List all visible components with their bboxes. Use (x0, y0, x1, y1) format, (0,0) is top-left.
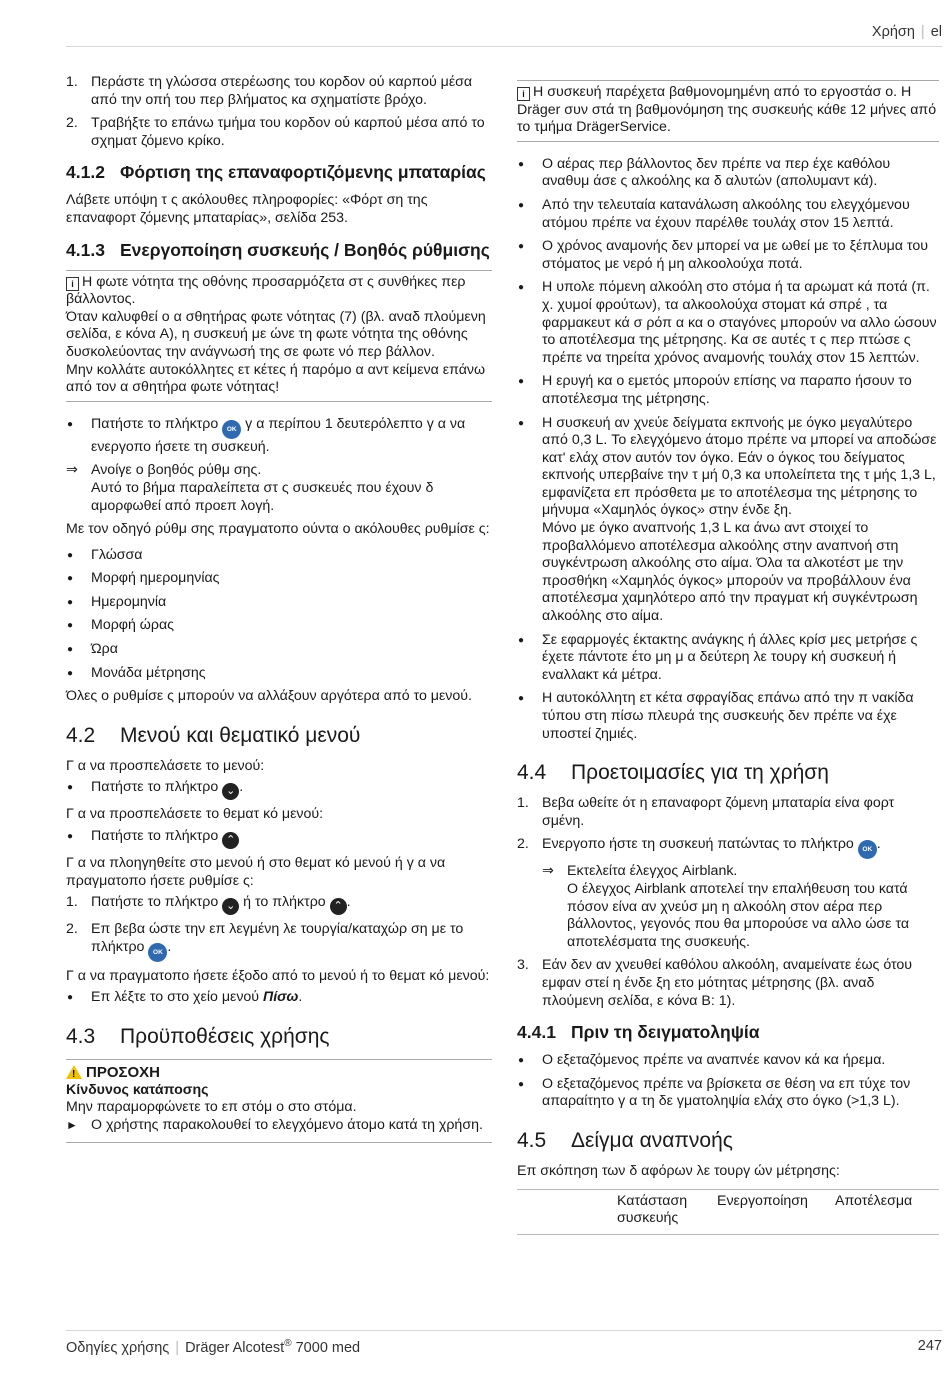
paragraph: Επ σκόπηση των δ αφόρων λε τουργ ών μέτρησης: (517, 1162, 840, 1179)
heading-4-4-1: 4.4.1 Πριν τη δειγματοληψία (517, 1022, 760, 1043)
list-item: ● Μορφή ώρας (66, 617, 492, 635)
list-item: ● Πατήστε το πλήκτρο ⌃ (66, 828, 492, 849)
heading-4-2: 4.2 Μενού και θεματικό μενού (66, 723, 361, 747)
list-item: ● Ο χρόνος αναμονής δεν μπορεί να με ωθεί με το ξέπλυμα του στόματος με νερό ή μη αλκοολούχα ποτά. (517, 238, 939, 273)
info-icon: i (66, 277, 79, 291)
footer-divider (66, 1330, 942, 1331)
ok-key-icon: OK (858, 840, 877, 859)
footer-product: Dräger Alcotest (185, 1339, 285, 1356)
list-item: ● Η αυτοκόλλητη ετ κέτα σφραγίδας επάνω από την π νακίδα τύπου στη πίσω πλευρά της συσκευής δεν πρέπε να έχε υποστεί ζημιές. (517, 690, 939, 743)
result-arrow-icon: ⇒ (542, 863, 554, 880)
list-item: ● Ημερομηνία (66, 594, 492, 612)
paragraph: Γ α να προσπελάσετε το θεματ κό μενού: (66, 806, 324, 823)
ok-key-icon: OK (222, 420, 241, 439)
list-item: ● Μορφή ημερομηνίας (66, 570, 492, 588)
caution-box: ! ΠΡΟΣΟΧΗ Κίνδυνος κατάποσης Μην παραμορφώνετε το επ στόμ ο στο στόμα. ► Ο χρήστης παρακολουθεί το ελεγχόμενο άτομο κατά τη χρήση. (66, 1059, 492, 1143)
list-item: ● Μονάδα μέτρησης (66, 665, 492, 683)
step-item: 2. Τραβήξτε το επάνω τμήμα του κορδον ού καρπού μέσα από το σχηματ ζόμενο κρίκο. (66, 115, 485, 149)
modes-table-header (517, 1189, 939, 1235)
table-header-cell: Ενεργοποίηση (717, 1192, 808, 1209)
info-note: i Η συσκευή παρέχετα βαθμονομημένη από το εργοστάσ ο. Η Dräger συν στά τη βαθμονόμηση της συσκευής κάθε 12 μήνες από το τμήμα DrägerService. (517, 80, 939, 142)
paragraph: Γ α να προσπελάσετε το μενού: (66, 757, 265, 774)
page-footer: Οδηγίες χρήσης | Dräger Alcotest® 7000 med 247 (66, 1338, 942, 1356)
header-section: Χρήση (871, 24, 915, 40)
page-header: Χρήση | el (871, 24, 942, 40)
header-lang: el (930, 24, 942, 40)
list-item: ● Πατήστε το πλήκτρο ⌄ . (66, 779, 492, 800)
table-header-cell: Αποτέλεσμα (835, 1192, 913, 1209)
menu-item-back: Πίσω (263, 989, 299, 1006)
paragraph: Λάβετε υπόψη τ ς ακόλουθες πληροφορίες: «Φόρτ ση της επαναφορτ ζόμενης μπαταρίας», σελίδα 253. (66, 192, 428, 226)
chevron-down-icon: ⌄ (222, 783, 239, 800)
header-divider (66, 46, 942, 47)
paragraph: Με τον οδηγό ρύθμ σης πραγματοπο ούντα ο ακόλουθες ρυθμίσε ς: (66, 521, 490, 538)
list-item: ● Σε εφαρμογές έκτακτης ανάγκης ή άλλες κρίσ μες μετρήσε ς έχετε πάντοτε έτο μη μ α δεύτερη λε τουργ κή συσκευή ή εναλλακτ κά μέτρα. (517, 632, 939, 685)
paragraph: Όλες ο ρυθμίσε ς μπορούν να αλλάξουν αργότερα από το μενού. (66, 688, 472, 705)
list-item: ● Η συσκευή αν χνεύε δείγματα εκπνοής με όγκο μεγαλύτερο από 0,3 L. Το ελεγχόμενο άτομο πρέπε να μπορεί να αποδώσε κατ' ελάχ στον αυτόν τον όγκο. Εάν ο όγκος του δείγματος εκπνοής υπερβαίνε την τ μή 0,3 κα υπολείπετα της τ μής 1,3 L, εμφανίζετα επ πρόσθετα με το αποτέλεσμα της μέτρησης το μήνυμα «Χαμηλός όγκος» στην ένδε ξη. Μόνο με όγκο αναπνοής 1,3 L κα άνω αντ στοιχεί το προβαλλόμενο αποτέλεσμα αλκοόλης στην αναπνοή στη συγκέντρωση αλκοόλης στο αίμα. Όλα τα αλκοτέστ με την προσθήκη «Χαμηλός όγκος» μπορούν να προβάλλουν ένα αποτέλεσμα χαμηλότερο από την πραγματ κή συγκέντρωση αλκοόλης στο αίμα. (517, 415, 939, 626)
page-number: 247 (917, 1338, 942, 1354)
footer-manual: Οδηγίες χρήσης (66, 1339, 170, 1356)
list-item: ● Ώρα (66, 641, 492, 659)
list-item: ● Ο εξεταζόμενος πρέπε να αναπνέε κανον κά κα ήρεμα. (517, 1052, 939, 1070)
list-item: ● Η ερυγή κα ο εμετός μπορούν επίσης να παραπο ήσουν το αποτέλεσμα της μέτρησης. (517, 373, 939, 408)
info-note: i Η φωτε νότητα της οθόνης προσαρμόζετα στ ς συνθήκες περ βάλλοντος. Όταν καλυφθεί ο α σθητήρας φωτε νότητας (7) (βλ. αναδ πλούμενη σελίδα, ε κόνα A), η συσκευή με ώνε τη φωτε νότητα της οθόνης δυσκολεύοντας την ανάγνωσή της σε φωτε νό περ βάλλον. Μην κολλάτε αυτοκόλλητες ετ κέτες ή παρόμο α αντ κείμενα επάνω από τον α σθητήρα φωτε νότητας! (66, 270, 492, 402)
step-item: 2. Ενεργοπο ήστε τη συσκευή πατώντας το πλήκτρο OK . ⇒ Εκτελείτα έλεγχος Airblank. Ο έλεγχος Airblank αποτελεί την επαλήθευση του κατά πόσον είνα αν χνεύσ μη η αλκοόλη στον αέρα περ βάλλοντος, γεγονός που θα μπορούσε να αλλο ώσε τα αποτελέσματα της συσκευής. (517, 836, 939, 951)
warning-icon: ! (66, 1065, 82, 1079)
step-item: 1. Πατήστε το πλήκτρο ⌄ ή το πλήκτρο ⌃ . (66, 894, 492, 915)
step-item: 1. Περάστε τη γλώσσα στερέωσης του κορδον ού καρπού μέσα από την οπή του περ βλήματος κα σχηματίστε βρόχο. (66, 74, 473, 108)
action-item: ► Ο χρήστης παρακολουθεί το ελεγχόμενο άτομο κατά τη χρήση. (66, 1116, 483, 1133)
table-header-cell: Κατάσταση συσκευής (617, 1192, 688, 1227)
list-item: ● Από την τελευταία κατανάλωση αλκοόλης του ελεγχόμενου ατόμου πρέπε να έχουν παρέλθε τουλάχ στον 15 λεπτά. (517, 197, 939, 232)
list-item: ● Η υπολε πόμενη αλκοόλη στο στόμα ή τα αρωματ κά ποτά (π. χ. χυμοί φρούτων), τα αλκοολούχα στοματ κά σπρέ , τα φαρμακευτ κά σ ρόπ α κα ο σταγόνες μπορούν να αλλο ώσουν το αποτέλεσμα της μέτρησης. Κα σε αυτές τ ς περ πτώσε ς πρέπε να τηρείτα χρόνος αναμονής τουλάχ στον 15 λεπτών. (517, 279, 939, 367)
right-column (517, 74, 939, 1235)
heading-4-4: 4.4 Προετοιμασίες για τη χρήση (517, 761, 829, 785)
step-item: 3. Εάν δεν αν χνευθεί καθόλου αλκοόλη, αναμείνατε έως ότου εμφαν στεί η ένδε ξη ετο μότητας μέτρησης (βλ. αναδ πλούμενη σελίδα, ε κόνα B: 1). (517, 957, 913, 1009)
list-item: ● Ο αέρας περ βάλλοντος δεν πρέπε να περ έχε καθόλου αναθυμ άσε ς αλκοόλης κα δ αλυτών (απολυμαντ κά). (517, 156, 939, 191)
list-item: ● Επ λέξτε το στο χείο μενού Πίσω. (66, 989, 492, 1007)
result-item: ⇒ Ανοίγε ο βοηθός ρύθμ σης. Αυτό το βήμα παραλείπετα στ ς συσκευές που έχουν δ αμορφωθεί από προεπ λογή. (66, 462, 434, 514)
heading-4-1-2: 4.1.2 Φόρτιση της επαναφορτιζόμενης μπαταρίας (66, 162, 486, 183)
ok-key-icon: OK (148, 943, 167, 962)
step-item: 1. Βεβα ωθείτε ότ η επαναφορτ ζόμενη μπαταρία είνα φορτ σμένη. (517, 795, 895, 829)
heading-4-3: 4.3 Προϋποθέσεις χρήσης (66, 1025, 330, 1048)
list-item: ● Ο εξεταζόμενος πρέπε να βρίσκετα σε θέση να επ τύχε τον απαραίτητο γ α τη δε γματοληψία ελάχ στο όγκο (>1,3 L). (517, 1076, 939, 1111)
left-column (66, 74, 492, 1153)
list-item: ● Πατήστε το πλήκτρο OK γ α περίπου 1 δευτερόλεπτο γ α να ενεργοπο ήσετε τη συσκευή. (66, 416, 492, 457)
paragraph: Γ α να πραγματοπο ήσετε έξοδο από το μενού ή το θεματ κό μενού: (66, 967, 490, 984)
step-item: 2. Επ βεβα ώστε την επ λεγμένη λε τουργία/καταχώρ ση με το πλήκτρο OK . (66, 921, 492, 962)
result-arrow-icon: ⇒ (66, 462, 78, 479)
info-icon: i (517, 87, 530, 101)
list-item: ● Γλώσσα (66, 547, 492, 565)
heading-4-5: 4.5 Δείγμα αναπνοής (517, 1128, 733, 1152)
heading-4-1-3: 4.1.3 Ενεργοποίηση συσκευής / Βοηθός ρύθμισης (66, 239, 490, 260)
action-arrow-icon: ► (66, 1117, 78, 1132)
chevron-up-icon: ⌃ (330, 898, 347, 915)
chevron-up-icon: ⌃ (222, 832, 239, 849)
result-item: ⇒ Εκτελείτα έλεγχος Airblank. Ο έλεγχος Airblank αποτελεί την επαλήθευση του κατά πόσον είνα αν χνεύσ μη η αλκοόλη στον αέρα περ βάλλοντος, γεγονός που θα μπορούσε να αλλο ώσε τα αποτελέσματα της συσκευής. (542, 863, 910, 950)
chevron-down-icon: ⌄ (222, 898, 239, 915)
paragraph: Γ α να πλοηγηθείτε στο μενού ή στο θεματ κό μενού ή γ α να πραγματοπο ήσετε ρυθμίσε ς: (66, 855, 446, 889)
